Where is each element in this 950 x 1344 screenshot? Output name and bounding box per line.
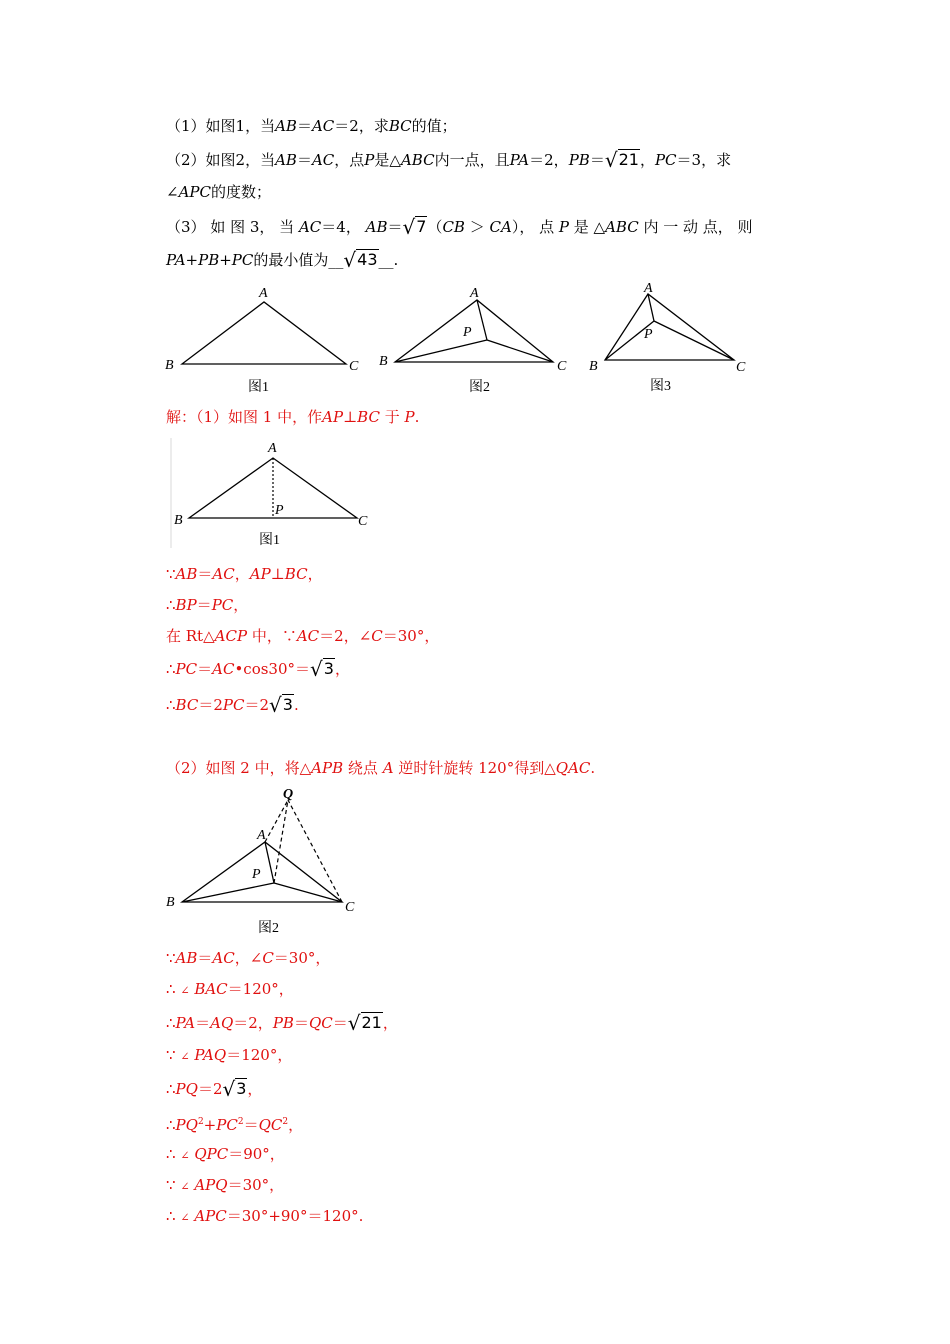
var: ABC (605, 218, 639, 236)
exponent: 2 (237, 1117, 244, 1127)
figure-3-svg (580, 276, 755, 400)
label-q: Q (283, 787, 294, 802)
because: ∵ (166, 565, 176, 583)
sqrt-expression: √3 (310, 657, 334, 681)
var: PQ (175, 1080, 198, 1098)
segment-pc (274, 883, 342, 902)
var: AQ (210, 1014, 234, 1032)
caption: 图1 (248, 380, 269, 395)
problem-part-2-line-2 (166, 182, 271, 202)
text: ＝ (296, 151, 312, 169)
s2-line-9 (166, 1206, 363, 1228)
label-b: B (174, 513, 183, 528)
text: 如 图 3， 当 (210, 218, 295, 236)
label-a: A (268, 441, 277, 456)
label-b: B (379, 354, 388, 369)
label-c: C (349, 359, 359, 374)
sqrt-expression: √7 (402, 215, 427, 239)
var: C (262, 949, 274, 967)
var: BC (175, 696, 199, 714)
therefore: ∴ (166, 1080, 176, 1098)
solution-figure-2 (160, 780, 370, 940)
var: AC (311, 117, 335, 135)
s2-line-4 (166, 1045, 292, 1067)
radicand: 7 (416, 217, 427, 236)
radicand: 3 (236, 1079, 247, 1098)
var: AB (275, 117, 297, 135)
text: 的度数； (210, 183, 271, 201)
text: ＝3，求 (676, 151, 732, 169)
text: ， (233, 596, 249, 614)
solution-intro (166, 407, 419, 427)
s1-line-4 (166, 659, 350, 679)
because: ∵ (166, 949, 176, 967)
label-p: P (252, 867, 261, 882)
text: + (203, 1116, 217, 1134)
var: ACP (214, 627, 248, 645)
text: ）， 点 (511, 218, 555, 236)
angle-symbol: ∠ (180, 1180, 190, 1193)
text: 内一点，且 (434, 151, 510, 169)
blank: __ (328, 251, 344, 269)
text: ， (307, 565, 323, 583)
var: QPC (194, 1145, 229, 1163)
exponent: 2 (197, 1117, 204, 1127)
var: BC (388, 117, 412, 135)
label-a: A (259, 286, 268, 301)
therefore: ∴ (166, 1014, 176, 1032)
figure-1 (160, 280, 370, 400)
figure-2-svg (375, 280, 575, 400)
segment-pc (487, 340, 553, 362)
text: . (414, 408, 420, 426)
text: 于 (384, 408, 400, 426)
label-c: C (736, 360, 746, 375)
label-c: C (358, 514, 368, 529)
s2-line-5 (166, 1079, 262, 1099)
var: AC (298, 218, 322, 236)
var: CB (442, 218, 465, 236)
text: ， (639, 151, 655, 169)
var: AP (322, 408, 344, 426)
radicand: 21 (618, 150, 639, 169)
var: PA (509, 151, 530, 169)
var: BC (284, 565, 308, 583)
blank: __. (378, 251, 399, 269)
text: ＝120°， (227, 980, 294, 998)
therefore: ∴ (166, 980, 176, 998)
text: ＝ (332, 1014, 348, 1032)
figure-2 (375, 280, 575, 400)
var: AP (249, 565, 271, 583)
text: （2）如图 2 中，将△ (166, 759, 312, 777)
caption: 图2 (469, 380, 490, 395)
var: PC (216, 1116, 238, 1134)
text: 中，∵ (251, 627, 297, 645)
s1-line-1 (166, 564, 323, 584)
label-b: B (165, 358, 174, 373)
var: AB (175, 565, 198, 583)
text: ＝2 (244, 696, 269, 714)
label-a: A (257, 828, 266, 843)
text: 解：（1）如图 1 中，作 (166, 408, 323, 426)
because: ∵ (166, 1046, 176, 1064)
s1-line-2 (166, 595, 248, 615)
text: ＝ (197, 949, 213, 967)
segment-pa (477, 300, 487, 340)
text: ＞ (469, 218, 485, 236)
text: ＝ (197, 660, 213, 678)
angle-symbol: ∠ (166, 183, 179, 201)
radicand: 43 (357, 250, 378, 269)
text: ＝ (195, 1014, 211, 1032)
var: BAC (194, 980, 228, 998)
label-p: P (644, 327, 653, 342)
text: 逆时针旋转 120°得到△ (398, 759, 556, 777)
therefore: ∴ (166, 1145, 176, 1163)
therefore: ∴ (166, 660, 176, 678)
part-number: （3） (166, 218, 206, 236)
segment-aq (265, 800, 288, 842)
s2-line-6 (166, 1112, 303, 1135)
var: QC (308, 1014, 333, 1032)
triangle-abc (182, 842, 342, 902)
angle-symbol: ∠ (180, 1050, 190, 1063)
label-p: P (275, 503, 284, 518)
text: ＝30°， (273, 949, 331, 967)
s2-line-1 (166, 948, 330, 968)
var: P (404, 408, 415, 426)
label-a: A (470, 286, 479, 301)
sqrt-expression: √21 (347, 1011, 382, 1035)
var: QAC (555, 759, 591, 777)
radicand: 3 (282, 695, 293, 714)
text: •cos30°＝ (234, 660, 311, 678)
figure-3 (580, 276, 755, 400)
label-b: B (589, 359, 598, 374)
s1-line-3 (166, 626, 439, 646)
text: ＝ (196, 596, 212, 614)
solution-figure-2-svg (160, 780, 370, 940)
var: PA (175, 1014, 196, 1032)
solution-figure-1-svg (165, 436, 380, 554)
text: ＝ (293, 1014, 309, 1032)
text: ， (382, 1014, 398, 1032)
text: 绕点 (347, 759, 378, 777)
s2-line-8 (166, 1175, 284, 1197)
part-number: （2） (166, 151, 206, 169)
text: ⊥ (270, 565, 285, 583)
exponent: 2 (282, 1117, 289, 1127)
var: P (558, 218, 569, 236)
triangle-abc (182, 302, 346, 364)
answer-sqrt: √43 (343, 248, 378, 272)
text: ＝30°， (382, 627, 440, 645)
text: ， (288, 1116, 304, 1134)
text: ＝ (296, 117, 312, 135)
text: 是△ (374, 151, 401, 169)
angle-symbol: ∠ (180, 1211, 190, 1224)
var: PC (654, 151, 677, 169)
var: AC (212, 565, 235, 583)
text: ＝2，求 (334, 117, 389, 135)
problem-part-3-line-1 (166, 217, 753, 237)
text: ＝ (197, 565, 213, 583)
label-p: P (463, 325, 472, 340)
text: 是 △ (573, 218, 606, 236)
part-number: （1） (166, 117, 206, 135)
therefore: ∴ (166, 1207, 176, 1225)
triangle-abc (395, 300, 553, 362)
var: ABC (400, 151, 435, 169)
label-b: B (166, 895, 175, 910)
problem-part-3-line-2 (166, 250, 398, 270)
text: ＝4， (321, 218, 361, 236)
text: ⊥ (343, 408, 358, 426)
text: ， (234, 565, 250, 583)
text: ＝ (589, 151, 605, 169)
segment-pq (274, 800, 288, 883)
var: AB (275, 151, 297, 169)
caption: 图2 (258, 921, 279, 936)
angle-symbol: ∠ (180, 1149, 190, 1162)
text: 如图2，当 (205, 151, 276, 169)
text: ，∠ (234, 949, 263, 967)
var: QC (258, 1116, 283, 1134)
text: ＝2 (198, 696, 223, 714)
text: ＝2，∠ (319, 627, 372, 645)
var: PC (211, 596, 234, 614)
sqrt-expression: √3 (222, 1077, 247, 1101)
text: . (590, 759, 596, 777)
text: ＝120°， (226, 1046, 293, 1064)
text: ，点 (334, 151, 365, 169)
s2-line-3 (166, 1013, 398, 1033)
label-c: C (345, 900, 355, 915)
therefore: ∴ (166, 596, 176, 614)
sqrt-expression: √21 (604, 148, 639, 172)
text: ＝90°， (228, 1145, 285, 1163)
text: ＝2， (233, 1014, 273, 1032)
var: PB (568, 151, 590, 169)
label-a: A (644, 281, 653, 296)
var: BC (357, 408, 380, 426)
caption: 图1 (259, 533, 280, 548)
var: AB (365, 218, 388, 236)
text: ， (334, 660, 350, 678)
caption: 图3 (650, 379, 671, 394)
radicand: 3 (323, 659, 334, 678)
problem-part-2-line-1 (166, 150, 806, 170)
therefore: ∴ (166, 696, 176, 714)
label-c: C (557, 359, 567, 374)
text: ＝2 (197, 1080, 223, 1098)
therefore: ∴ (166, 1116, 176, 1134)
var: AB (175, 949, 198, 967)
text: . (293, 696, 299, 714)
segment-pc (654, 321, 734, 360)
sqrt-expression: √3 (269, 693, 293, 717)
text: 的值； (411, 117, 457, 135)
var: A (382, 759, 394, 777)
var: CA (489, 218, 512, 236)
angle-symbol: ∠ (180, 984, 190, 997)
var: C (371, 627, 383, 645)
var: PAQ (194, 1046, 227, 1064)
text: ＝2， (529, 151, 569, 169)
segment-qc (288, 800, 342, 902)
part2-intro (166, 758, 595, 778)
var: PB (272, 1014, 294, 1032)
text: （ (427, 218, 443, 236)
radicand: 21 (361, 1013, 382, 1032)
figure-1-svg (160, 280, 370, 400)
because: ∵ (166, 1176, 176, 1194)
text: ＝ (387, 218, 403, 236)
var: PC (222, 696, 245, 714)
text: 如图1，当 (205, 117, 276, 135)
var: APB (311, 759, 344, 777)
var: AC (212, 949, 235, 967)
var: PQ (175, 1116, 198, 1134)
text: ＝30°+90°＝120°. (226, 1207, 364, 1225)
var: APQ (194, 1176, 228, 1194)
text: ＝ (243, 1116, 259, 1134)
text: 的最小值为 (253, 251, 329, 269)
s2-line-2 (166, 979, 294, 1001)
solution-figure-1 (165, 436, 380, 554)
text: ， (247, 1080, 263, 1098)
var: PC (175, 660, 198, 678)
text: 内 一 动 点， 则 (643, 218, 753, 236)
var: APC (194, 1207, 227, 1225)
var: AC (311, 151, 335, 169)
s1-line-5 (166, 695, 299, 715)
text: 在 Rt△ (166, 627, 215, 645)
expression: PA+PB+PC (166, 251, 254, 269)
var: AC (296, 627, 320, 645)
var: P (364, 151, 375, 169)
var: AC (212, 660, 235, 678)
var: APC (178, 183, 211, 201)
problem-part-1 (166, 116, 457, 136)
text: ＝30°， (227, 1176, 285, 1194)
s2-line-7 (166, 1144, 285, 1166)
var: BP (175, 596, 197, 614)
